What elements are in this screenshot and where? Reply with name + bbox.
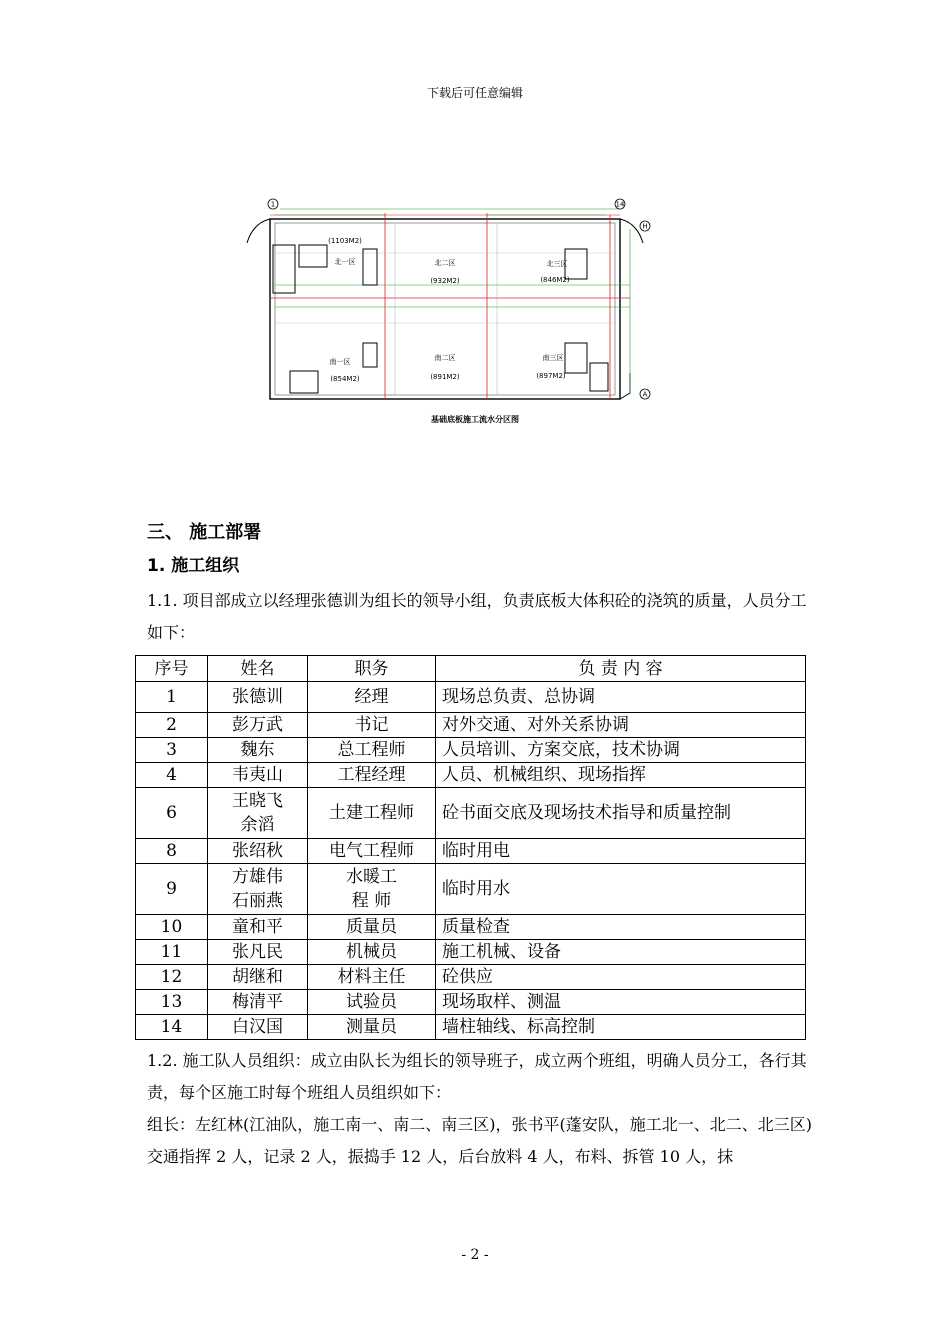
cell-no: 9 bbox=[136, 864, 208, 915]
table-row bbox=[136, 1015, 806, 1040]
cell-name: 童和平 bbox=[208, 915, 308, 940]
cell-duty: 临时用电 bbox=[436, 839, 806, 864]
table-row bbox=[136, 738, 806, 763]
cell-duty: 砼书面交底及现场技术指导和质量控制 bbox=[436, 788, 806, 839]
table-row bbox=[136, 788, 806, 839]
cell-name: 韦夷山 bbox=[208, 763, 308, 788]
zone-area: (854M2) bbox=[330, 375, 360, 383]
section-title: 三、 施工部署 bbox=[147, 522, 262, 543]
cell-no: 3 bbox=[136, 738, 208, 763]
table-row bbox=[136, 940, 806, 965]
zone-name: 北二区 bbox=[434, 259, 456, 267]
cell-no: 1 bbox=[136, 682, 208, 713]
cell-role: 水暖工 程 师 bbox=[308, 864, 436, 915]
table-row bbox=[136, 864, 806, 915]
cell-name: 梅清平 bbox=[208, 990, 308, 1015]
paragraph-staffing: 交通指挥 2 人，记录 2 人，振捣手 12 人，后台放料 4 人，布料、拆管 10 人，抹 bbox=[147, 1147, 734, 1166]
cell-duty: 临时用水 bbox=[436, 864, 806, 915]
zone-area: (932M2) bbox=[430, 277, 460, 285]
cell-name: 张德训 bbox=[208, 682, 308, 713]
paragraph-team: 1.2. 施工队人员组织：成立由队长为组长的领导班子，成立两个班组，明确人员分工，各行其责，每个区施工时每个班组人员组织如下： bbox=[147, 1051, 807, 1102]
subsection-title: 1. 施工组织 bbox=[147, 556, 240, 576]
paragraph-leadership: 1.1. 项目部成立以经理张德训为组长的领导小组，负责底板大体积砼的浇筑的质量，人员分工如下： bbox=[147, 591, 807, 642]
cell-name: 张绍秋 bbox=[208, 839, 308, 864]
cell-duty: 质量检查 bbox=[436, 915, 806, 940]
staff-assignment-table bbox=[135, 655, 806, 1040]
zone-area: (891M2) bbox=[430, 373, 460, 381]
header-duty: 负 责 内 容 bbox=[436, 656, 806, 682]
cell-role: 测量员 bbox=[308, 1015, 436, 1040]
construction-zone-drawing bbox=[235, 193, 660, 423]
axis-label: H bbox=[642, 222, 648, 231]
cell-no: 6 bbox=[136, 788, 208, 839]
axis-label: 1 bbox=[270, 200, 276, 209]
cell-duty: 对外交通、对外关系协调 bbox=[436, 713, 806, 738]
drawing-caption: 基础底板施工流水分区图 bbox=[431, 414, 519, 424]
cell-role: 机械员 bbox=[308, 940, 436, 965]
cell-duty: 人员、机械组织、现场指挥 bbox=[436, 763, 806, 788]
table-row bbox=[136, 682, 806, 713]
cell-role: 电气工程师 bbox=[308, 839, 436, 864]
table-row bbox=[136, 713, 806, 738]
cell-role: 书记 bbox=[308, 713, 436, 738]
cell-no: 12 bbox=[136, 965, 208, 990]
table-row bbox=[136, 839, 806, 864]
zone-name: 南一区 bbox=[329, 358, 351, 366]
zone-area: (897M2) bbox=[536, 372, 566, 380]
zone-name: 南三区 bbox=[542, 354, 564, 362]
cell-name: 彭万武 bbox=[208, 713, 308, 738]
cell-role: 质量员 bbox=[308, 915, 436, 940]
cell-name: 胡继和 bbox=[208, 965, 308, 990]
table-row bbox=[136, 763, 806, 788]
cell-role: 经理 bbox=[308, 682, 436, 713]
cell-duty: 墙柱轴线、标高控制 bbox=[436, 1015, 806, 1040]
cell-name: 方雄伟 石丽燕 bbox=[208, 864, 308, 915]
cell-name: 白汉国 bbox=[208, 1015, 308, 1040]
zone-name: 南二区 bbox=[434, 354, 456, 362]
cell-no: 10 bbox=[136, 915, 208, 940]
cell-role: 试验员 bbox=[308, 990, 436, 1015]
cell-role: 工程经理 bbox=[308, 763, 436, 788]
cell-no: 2 bbox=[136, 713, 208, 738]
cell-no: 14 bbox=[136, 1015, 208, 1040]
header-no: 序号 bbox=[136, 656, 208, 682]
header-role: 职务 bbox=[308, 656, 436, 682]
cell-no: 4 bbox=[136, 763, 208, 788]
table-row bbox=[136, 965, 806, 990]
team-organization bbox=[147, 1045, 817, 1173]
cell-name: 王晓飞 余滔 bbox=[208, 788, 308, 839]
header-note: 下载后可任意编辑 bbox=[426, 86, 523, 100]
cell-role: 材料主任 bbox=[308, 965, 436, 990]
table-row bbox=[136, 915, 806, 940]
page-number: - 2 - bbox=[461, 1247, 489, 1263]
cell-duty: 砼供应 bbox=[436, 965, 806, 990]
cell-duty: 现场取样、测温 bbox=[436, 990, 806, 1015]
cell-no: 13 bbox=[136, 990, 208, 1015]
axis-label: 14 bbox=[615, 200, 625, 209]
cell-no: 11 bbox=[136, 940, 208, 965]
zone-name: 北一区 bbox=[334, 258, 356, 266]
cell-name: 魏东 bbox=[208, 738, 308, 763]
cell-duty: 现场总负责、总协调 bbox=[436, 682, 806, 713]
paragraph-leaders: 组长：左红林(江油队，施工南一、南二、南三区)，张书平(蓬安队，施工北一、北二、北三区) bbox=[147, 1115, 812, 1134]
cell-duty: 施工机械、设备 bbox=[436, 940, 806, 965]
cell-role: 总工程师 bbox=[308, 738, 436, 763]
zone-area: (846M2) bbox=[540, 276, 570, 284]
axis-label: A bbox=[642, 390, 648, 399]
zone-name: 北三区 bbox=[546, 260, 568, 268]
header-name: 姓名 bbox=[208, 656, 308, 682]
table-header-row bbox=[136, 656, 806, 682]
cell-name: 张凡民 bbox=[208, 940, 308, 965]
cell-duty: 人员培训、方案交底，技术协调 bbox=[436, 738, 806, 763]
zone-area: (1103M2) bbox=[328, 237, 362, 245]
cell-no: 8 bbox=[136, 839, 208, 864]
table-row bbox=[136, 990, 806, 1015]
cell-role: 土建工程师 bbox=[308, 788, 436, 839]
